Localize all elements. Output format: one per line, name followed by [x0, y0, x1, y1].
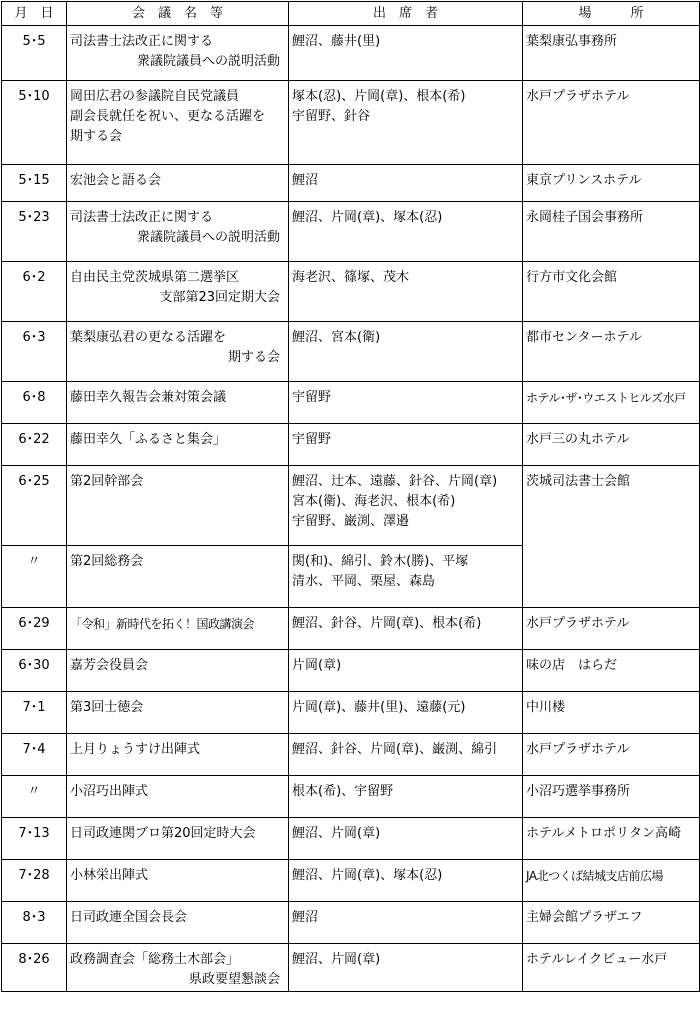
row-place: JA北つくば結城支店前広場 [523, 860, 700, 902]
row-meeting-name [67, 944, 289, 992]
header-date: 月 日 [2, 2, 67, 26]
row-place: 主婦会館プラザエフ [523, 902, 700, 944]
row-attendees [289, 692, 523, 734]
attendees-line: 宇留野 [292, 432, 332, 447]
row-date: 7･1 [2, 692, 67, 734]
row-place: 水戸プラザホテル [523, 734, 700, 776]
meeting-name-line: 第3回士徳会 [70, 700, 144, 715]
table-row [2, 81, 700, 165]
meeting-name-line: 岡田広君の参議院自民党議員 [70, 89, 240, 104]
attendees-line: 宇留野 [292, 390, 332, 405]
row-meeting-name [67, 818, 289, 860]
meeting-name-line: 副会長就任を祝い、更なる活躍を [70, 109, 266, 124]
table-row [2, 902, 700, 944]
row-date: 6･25 [2, 466, 67, 546]
row-meeting-name [67, 262, 289, 322]
meeting-name-line: 「令和」新時代を拓く！国政講演会 [70, 617, 255, 631]
row-date: 7･13 [2, 818, 67, 860]
meeting-name-line: 衆議院議員への説明活動 [136, 230, 280, 245]
row-date: 8･3 [2, 902, 67, 944]
attendees-line: 鯉沼、藤井(里) [292, 34, 381, 49]
meeting-name-line: 第2回総務会 [70, 554, 144, 569]
attendees-line: 鯉沼 [292, 910, 319, 925]
row-date: 6･29 [2, 608, 67, 650]
meeting-name-line: 支部第23回定期大会 [159, 290, 280, 305]
row-date: 5･5 [2, 26, 67, 81]
table-row [2, 944, 700, 992]
row-meeting-name [67, 424, 289, 466]
meeting-name-line: 嘉芳会役員会 [70, 658, 149, 673]
row-date: 7･4 [2, 734, 67, 776]
row-meeting-name [67, 902, 289, 944]
row-attendees [289, 26, 523, 81]
table-row [2, 262, 700, 322]
attendees-line: 片岡(章) [292, 658, 342, 673]
meeting-name-line: 小林栄出陣式 [70, 868, 149, 883]
meeting-name-line: 期する会 [70, 129, 123, 144]
row-attendees [289, 382, 523, 424]
row-date: 6･8 [2, 382, 67, 424]
table-header-row [2, 2, 700, 26]
table-row [2, 424, 700, 466]
row-meeting-name [67, 322, 289, 382]
table-row [2, 818, 700, 860]
attendees-line: 鯉沼、片岡(章) [292, 952, 381, 967]
row-date: 〃 [2, 546, 67, 608]
attendees-line: 宇留野、巌渕、澤邉 [292, 514, 410, 529]
attendees-line: 塚本(忍)、片岡(章)、根本(希) [292, 89, 466, 104]
meeting-name-line: 期する会 [227, 350, 280, 365]
row-date: 6･30 [2, 650, 67, 692]
meeting-name-line: 県政要望懇談会 [188, 972, 280, 987]
row-attendees [289, 650, 523, 692]
attendees-line: 鯉沼、針谷、片岡(章)、根本(希) [292, 616, 482, 631]
meeting-name-line: 日司政連全国会長会 [70, 910, 188, 925]
table-row [2, 608, 700, 650]
attendees-line: 清水、平岡、栗屋、森島 [292, 574, 436, 589]
row-meeting-name [67, 650, 289, 692]
attendees-line: 根本(希)、宇留野 [292, 784, 394, 799]
row-attendees [289, 165, 523, 202]
row-date: 7･28 [2, 860, 67, 902]
row-place: 葉梨康弘事務所 [523, 26, 700, 81]
table-row [2, 322, 700, 382]
row-place: ホテルレイクビュー水戸 [523, 944, 700, 992]
attendees-line: 宮本(衛)、海老沢、根本(希) [292, 494, 456, 509]
header-meeting-name: 会 議 名 等 [67, 2, 289, 26]
table-row [2, 734, 700, 776]
table-row [2, 776, 700, 818]
attendees-line: 鯉沼、片岡(章)、塚本(忍) [292, 868, 443, 883]
row-meeting-name [67, 546, 289, 608]
row-date: 〃 [2, 776, 67, 818]
table-row [2, 692, 700, 734]
row-place: 東京プリンスホテル [523, 165, 700, 202]
meeting-name-line: 宏池会と語る会 [70, 173, 162, 188]
row-meeting-name [67, 165, 289, 202]
row-date: 6･3 [2, 322, 67, 382]
meeting-name-line: 日司政連関ブロ第20回定時大会 [70, 826, 256, 841]
row-meeting-name [67, 692, 289, 734]
meeting-name-line: 上月りょうすけ出陣式 [70, 742, 201, 757]
meeting-name-line: 司法書士法改正に関する [70, 210, 214, 225]
attendees-line: 片岡(章)、藤井(里)、遠藤(元) [292, 700, 466, 715]
row-attendees [289, 262, 523, 322]
table-body [2, 26, 700, 992]
meeting-name-line: 小沼巧出陣式 [70, 784, 149, 799]
row-place: 水戸プラザホテル [523, 608, 700, 650]
row-attendees [289, 546, 523, 608]
row-attendees [289, 424, 523, 466]
attendees-line: 鯉沼 [292, 173, 319, 188]
attendees-line: 宇留野、針谷 [292, 109, 371, 124]
meeting-name-line: 司法書士法改正に関する [70, 34, 214, 49]
row-attendees [289, 202, 523, 262]
row-attendees [289, 776, 523, 818]
meeting-name-line: 藤田幸久報告会兼対策会議 [70, 390, 227, 405]
row-attendees [289, 608, 523, 650]
row-attendees [289, 81, 523, 165]
row-meeting-name [67, 776, 289, 818]
meeting-name-line: 衆議院議員への説明活動 [136, 54, 280, 69]
meeting-name-line: 自由民主党茨城県第二選挙区 [70, 270, 240, 285]
row-date: 5･15 [2, 165, 67, 202]
row-place: 行方市文化会館 [523, 262, 700, 322]
table-row [2, 860, 700, 902]
row-meeting-name [67, 81, 289, 165]
row-attendees [289, 322, 523, 382]
row-date: 8･26 [2, 944, 67, 992]
attendees-line: 鯉沼、片岡(章)、塚本(忍) [292, 210, 443, 225]
row-attendees [289, 860, 523, 902]
attendees-line: 鯉沼、針谷、片岡(章)、巌渕、綿引 [292, 742, 498, 757]
row-attendees [289, 818, 523, 860]
row-meeting-name [67, 382, 289, 424]
row-place: 茨城司法書士会館 [523, 466, 700, 608]
row-place: 中川楼 [523, 692, 700, 734]
row-date: 6･2 [2, 262, 67, 322]
row-attendees [289, 734, 523, 776]
row-meeting-name [67, 734, 289, 776]
attendees-line: 海老沢、篠塚、茂木 [292, 270, 410, 285]
row-date: 6･22 [2, 424, 67, 466]
attendees-line: 関(和)、綿引、鈴木(勝)、平塚 [292, 554, 469, 569]
header-place: 場 所 [523, 2, 700, 26]
table-row [2, 165, 700, 202]
attendees-line: 鯉沼、片岡(章) [292, 826, 381, 841]
row-place: 水戸三の丸ホテル [523, 424, 700, 466]
row-place: 味の店 はらだ [523, 650, 700, 692]
attendees-line: 鯉沼、宮本(衛) [292, 330, 381, 345]
meeting-name-line: 第2回幹部会 [70, 474, 144, 489]
row-date: 5･10 [2, 81, 67, 165]
meeting-name-line: 藤田幸久「ふるさと集会」 [70, 432, 227, 447]
row-meeting-name [67, 608, 289, 650]
table-row [2, 202, 700, 262]
row-place: 小沼巧選挙事務所 [523, 776, 700, 818]
row-attendees [289, 902, 523, 944]
row-place: 都市センターホテル [523, 322, 700, 382]
meeting-name-line: 葉梨康弘君の更なる活躍を [70, 330, 227, 345]
attendees-line: 鯉沼、辻本、遠藤、針谷、片岡(章) [292, 474, 498, 489]
meeting-name-line: 政務調査会「総務土木部会」 [70, 952, 240, 967]
row-place: 永岡桂子国会事務所 [523, 202, 700, 262]
row-place: 水戸プラザホテル [523, 81, 700, 165]
table-row [2, 26, 700, 81]
table-row [2, 650, 700, 692]
row-meeting-name [67, 202, 289, 262]
row-place: ホテル･ザ･ウエストヒルズ水戸 [523, 382, 700, 424]
row-meeting-name [67, 26, 289, 81]
table-row [2, 382, 700, 424]
row-meeting-name [67, 860, 289, 902]
row-attendees [289, 466, 523, 546]
row-date: 5･23 [2, 202, 67, 262]
row-meeting-name [67, 466, 289, 546]
row-attendees [289, 944, 523, 992]
table-row [2, 466, 700, 546]
meeting-schedule-table [1, 1, 700, 992]
header-attendees: 出 席 者 [289, 2, 523, 26]
row-place: ホテルメトロポリタン高崎 [523, 818, 700, 860]
